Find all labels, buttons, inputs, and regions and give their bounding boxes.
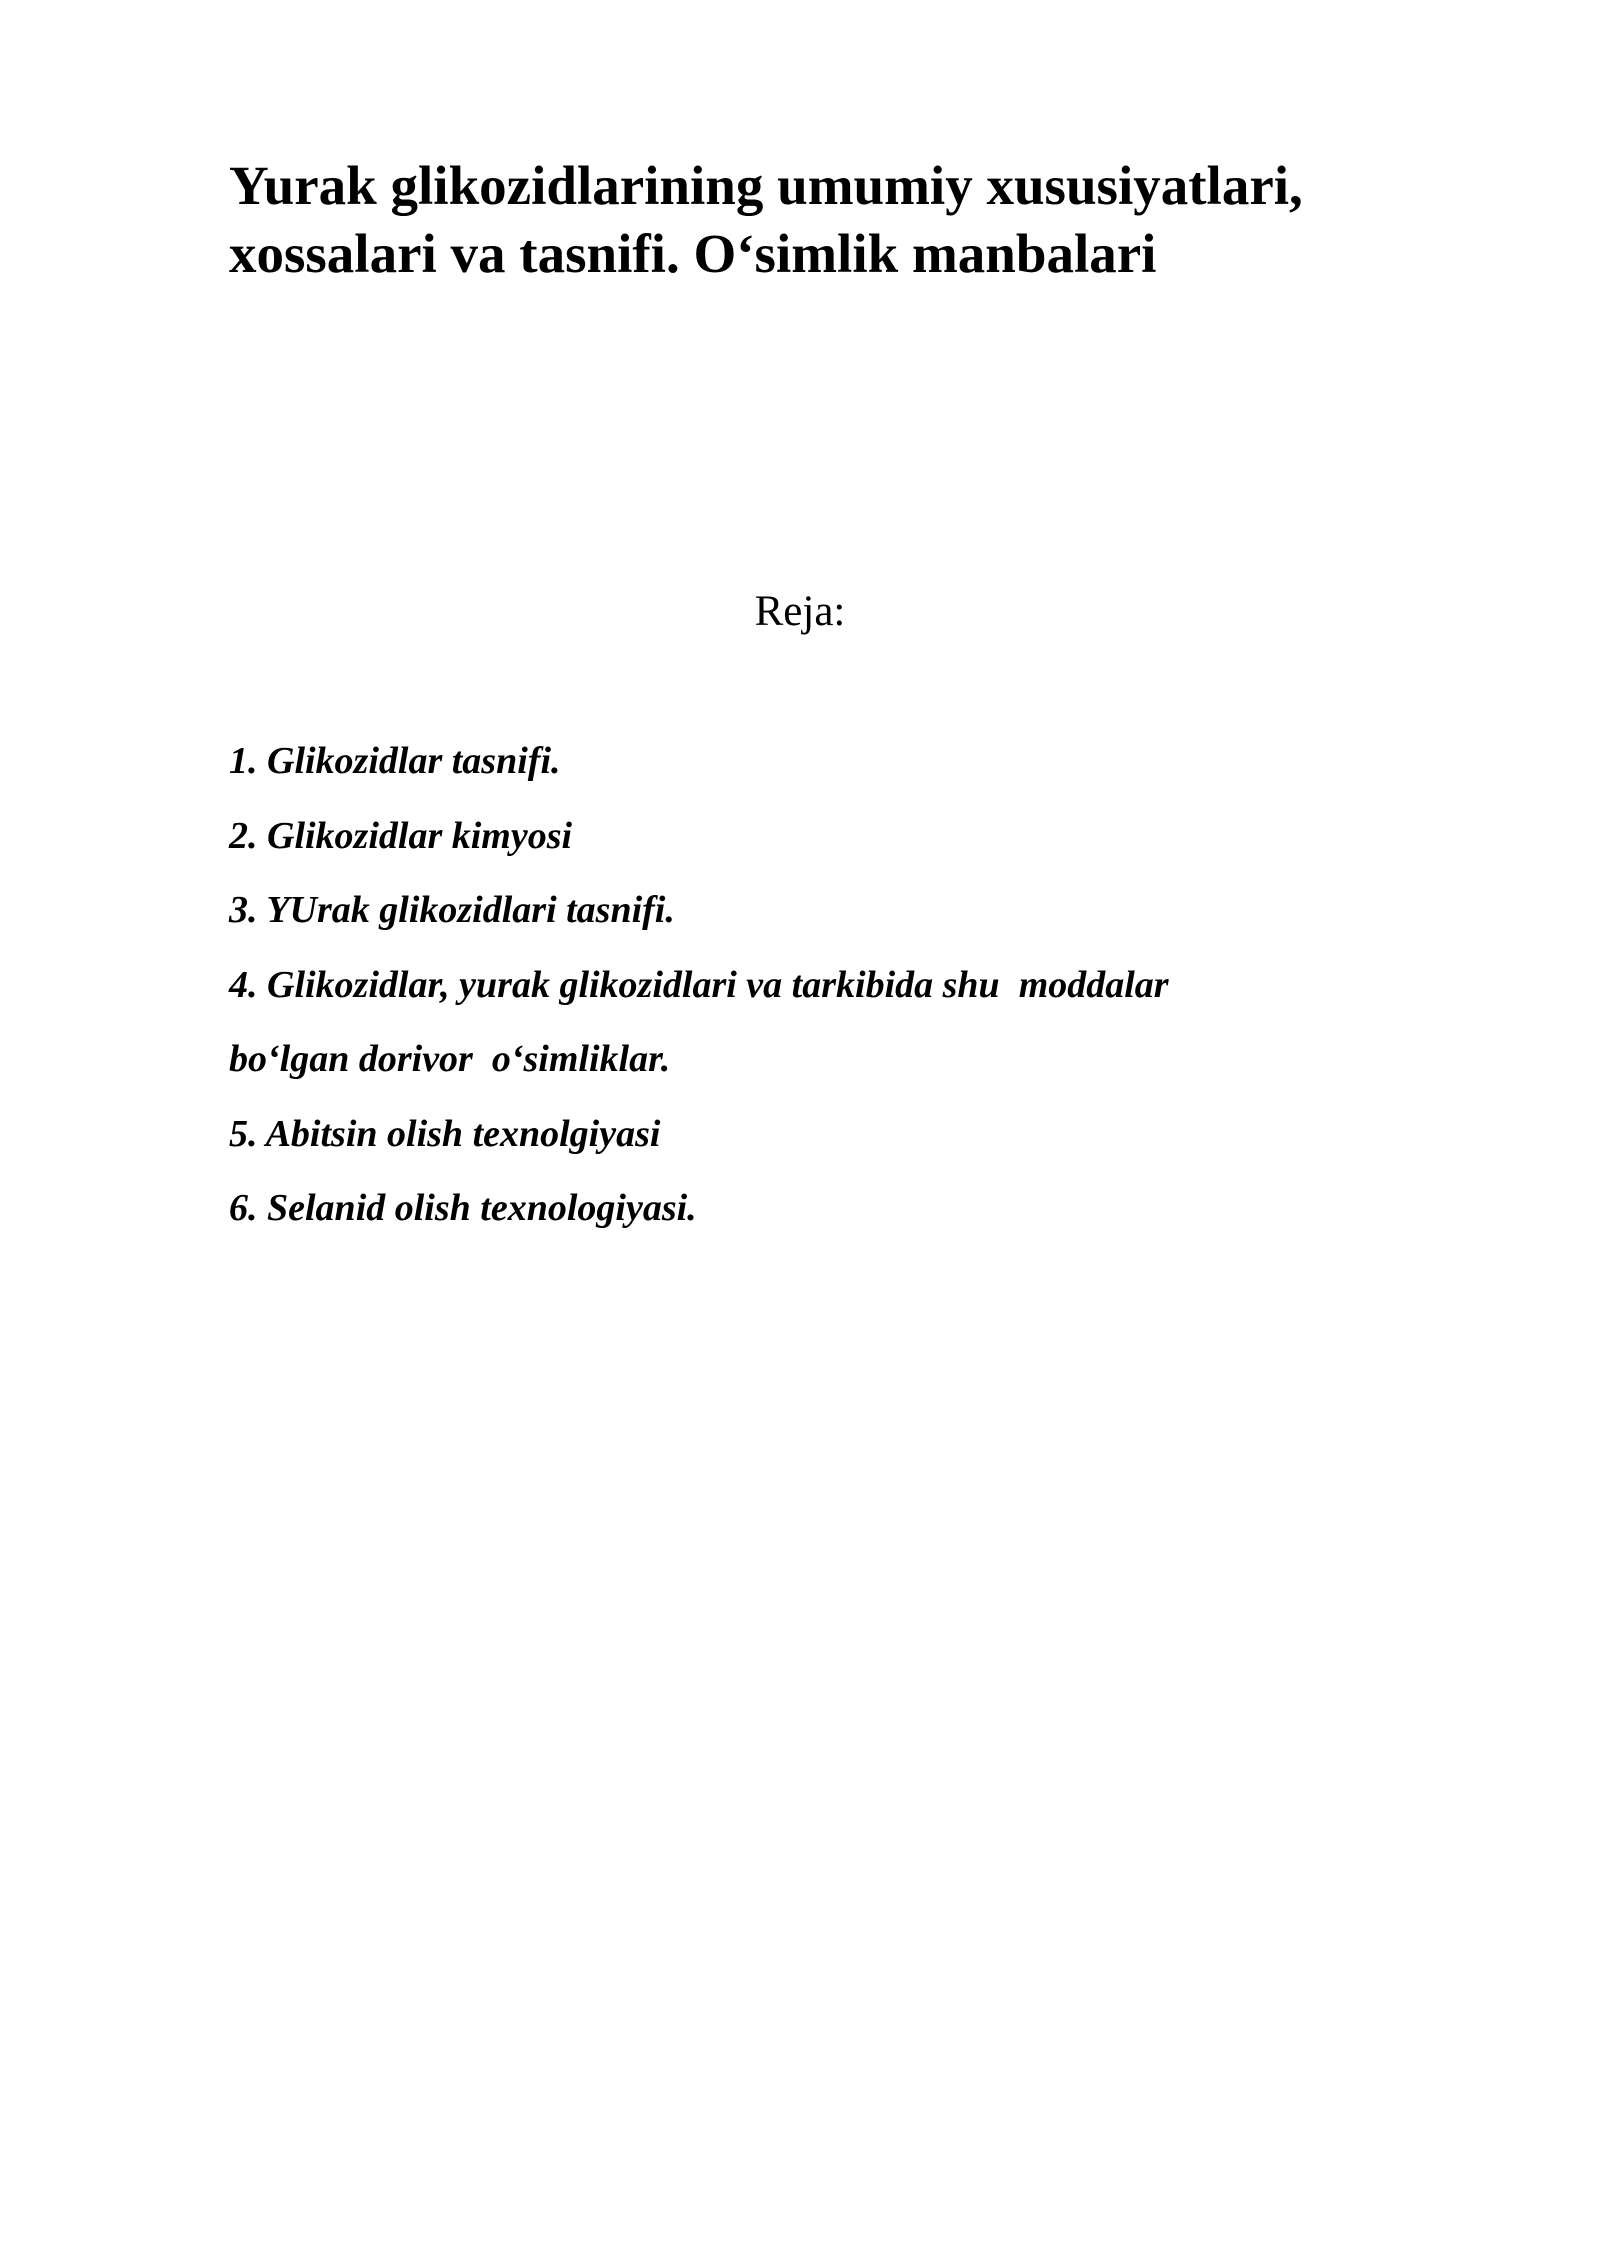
plan-item-5: 5. Abitsin olish texnolgiyasi (229, 1112, 661, 1155)
document-title: Yurak glikozidlarining umumiy xususiyatlari, xossalari va tasnifi. O‘simlik manbalari (229, 155, 1303, 284)
plan-item-1: 1. Glikozidlar tasnifi. (229, 740, 561, 782)
plan-list (229, 724, 1449, 1246)
plan-item-2: 2. Glikozidlar kimyosi (229, 814, 573, 857)
plan-item-4-continuation: bo‘lgan dorivor o‘simliklar. (229, 1038, 671, 1080)
plan-item-4: 4. Glikozidlar, yurak glikozidlari va tarkibida shu moddalar (229, 963, 1169, 1006)
plan-item-3: 3. YUrak glikozidlari tasnifi. (229, 889, 675, 931)
plan-item-6: 6. Selanid olish texnologiyasi. (229, 1187, 697, 1229)
plan-heading: Reja: (754, 588, 846, 635)
